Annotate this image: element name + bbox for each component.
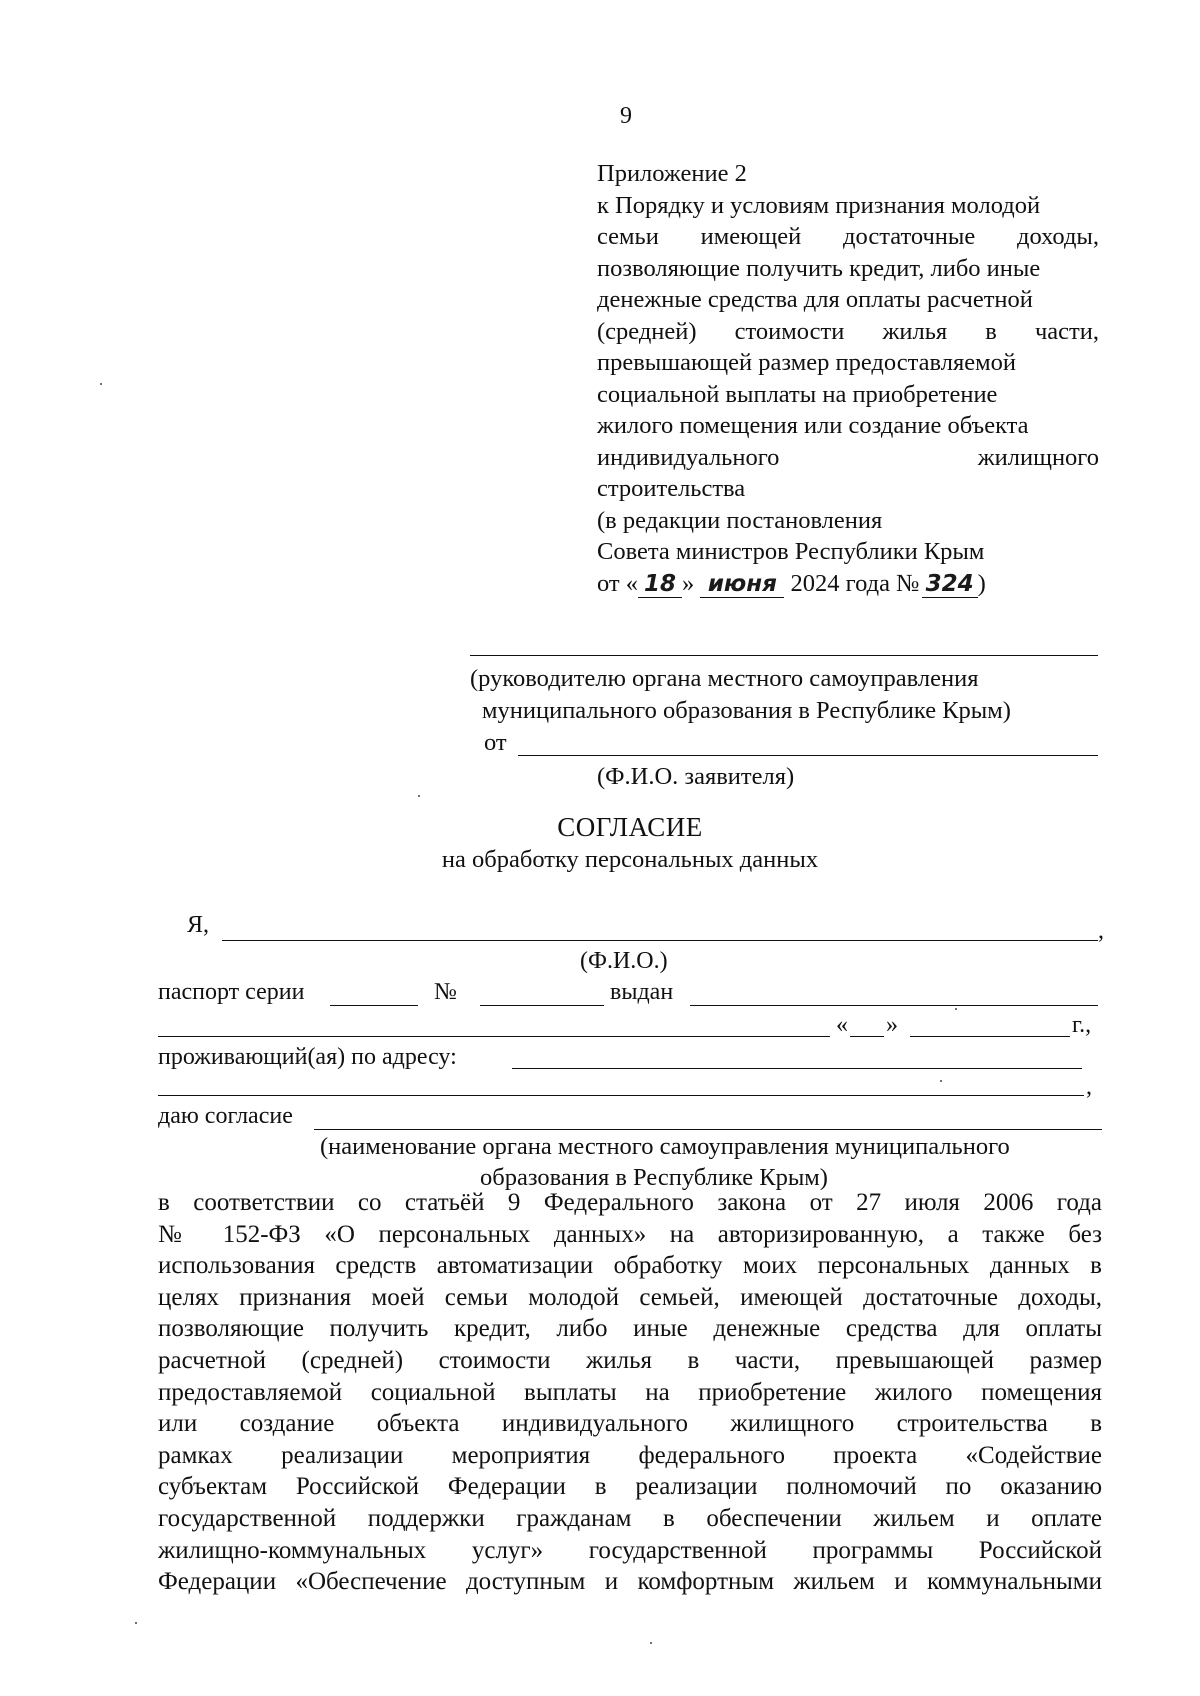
fio-comma: , <box>1098 918 1104 944</box>
recipient-caption-2: муниципального образования в Республике Крым) <box>482 697 1011 724</box>
fio-caption: (Ф.И.О.) <box>580 948 668 974</box>
address-comma: , <box>1086 1074 1092 1100</box>
body-line: жилищно-коммунальных услуг» государственной программы Российской <box>158 1536 1102 1564</box>
body-line: субъектам Российской Федерации в реализации полномочий по оказанию <box>158 1473 1102 1501</box>
i-label: Я, <box>187 912 210 938</box>
handwritten-number: 324 <box>922 571 978 598</box>
date-mid: » <box>682 569 695 597</box>
appendix-line: индивидуального жилищного <box>597 443 1099 471</box>
passport-number-line[interactable] <box>480 1005 604 1006</box>
passport-series-line[interactable] <box>330 1005 418 1006</box>
org-caption-1: (наименование органа местного самоуправления муниципального <box>320 1133 1010 1160</box>
body-line: предоставляемой социальной выплаты на приобретение жилого помещения <box>158 1378 1102 1406</box>
appendix-line: Приложение 2 <box>597 160 747 187</box>
appendix-line: денежные средства для оплаты расчетной <box>597 286 1033 313</box>
scan-speck <box>135 1622 137 1624</box>
date-open-quote: « <box>836 1012 848 1038</box>
body-line: государственной поддержки гражданам в обеспечении жильем и оплате <box>158 1504 1102 1532</box>
body-line: или создание объекта индивидуального жилищного строительства в <box>158 1410 1102 1438</box>
consent-label: даю согласие <box>158 1103 293 1129</box>
issue-day-line[interactable] <box>850 1036 884 1037</box>
page-number: 9 <box>620 103 632 129</box>
address-line-1[interactable] <box>512 1068 1082 1069</box>
body-line: расчетной (средней) стоимости жилья в части, превышающей размер <box>158 1346 1102 1374</box>
body-line: Федерации «Обеспечение доступным и комфортным жильем и коммунальными <box>158 1568 1102 1596</box>
issued-by-line-2[interactable] <box>158 1036 830 1037</box>
appendix-date-line <box>597 568 1099 600</box>
recipient-blank-line[interactable] <box>470 655 1098 656</box>
address-label: проживающий(ая) по адресу: <box>158 1044 457 1070</box>
from-label: от <box>484 729 507 756</box>
body-line: использования средств автоматизации обработку моих персональных данных в <box>158 1252 1102 1280</box>
scan-speck <box>418 795 420 797</box>
handwritten-day: 18 <box>638 571 682 598</box>
fio-line[interactable] <box>222 940 1098 941</box>
date-prefix: от « <box>597 569 639 597</box>
consent-body <box>158 1187 1102 1598</box>
date-suffix: ) <box>977 569 986 597</box>
scan-speck <box>100 383 102 385</box>
year-suffix: г., <box>1072 1012 1092 1038</box>
body-line: в соответствии со статьёй 9 Федерального закона от 27 июля 2006 года <box>158 1189 1102 1216</box>
date-year: 2024 года № <box>790 569 920 597</box>
appendix-line: социальной выплаты на приобретение <box>597 380 998 408</box>
body-line: позволяющие получить кредит, либо иные денежные средства для оплаты <box>158 1315 1102 1343</box>
consent-subtitle: на обработку персональных данных <box>441 846 819 873</box>
address-line-2[interactable] <box>158 1095 1084 1096</box>
date-close-quote: » <box>886 1012 898 1038</box>
appendix-line: к Порядку и условиям признания молодой <box>597 191 1041 219</box>
appendix-line: превышающей размер предоставляемой <box>597 349 1016 376</box>
recipient-caption-1: (руководителю органа местного самоуправления <box>470 665 979 692</box>
body-line: рамках реализации мероприятия федерального проекта «Содействие <box>158 1441 1102 1469</box>
appendix-line: строительства <box>597 475 746 502</box>
appendix-line: жилого помещения или создание объекта <box>597 412 1029 439</box>
appendix-line: (в редакции постановления <box>597 506 883 534</box>
passport-number-label: № <box>434 979 457 1005</box>
appendix-line: (средней) стоимости жилья в части, <box>597 317 1099 345</box>
body-line: № 152-ФЗ «О персональных данных» на авторизированную, а также без <box>158 1220 1102 1248</box>
issued-by-line[interactable] <box>690 1005 1098 1006</box>
scan-speck <box>940 1080 942 1082</box>
passport-label: паспорт серии <box>158 979 305 1005</box>
org-caption-2: образования в Республике Крым) <box>480 1164 828 1191</box>
appendix-line: семьи имеющей достаточные доходы, <box>597 223 1099 250</box>
appendix-header <box>597 158 1099 599</box>
scan-speck <box>650 1642 652 1644</box>
issue-month-year-line[interactable] <box>910 1036 1070 1037</box>
appendix-line: позволяющие получить кредит, либо иные <box>597 254 1041 282</box>
applicant-caption: (Ф.И.О. заявителя) <box>597 763 795 790</box>
consent-title: СОГЛАСИЕ <box>557 812 703 842</box>
scan-speck <box>955 1008 957 1010</box>
handwritten-month: июня <box>700 571 784 598</box>
applicant-name-line[interactable] <box>518 755 1098 756</box>
organization-line[interactable] <box>314 1129 1102 1130</box>
appendix-line: Совета министров Республики Крым <box>597 538 985 565</box>
issued-label: выдан <box>610 979 674 1005</box>
body-line: целях признания моей семьи молодой семьей, имеющей достаточные доходы, <box>158 1283 1102 1311</box>
